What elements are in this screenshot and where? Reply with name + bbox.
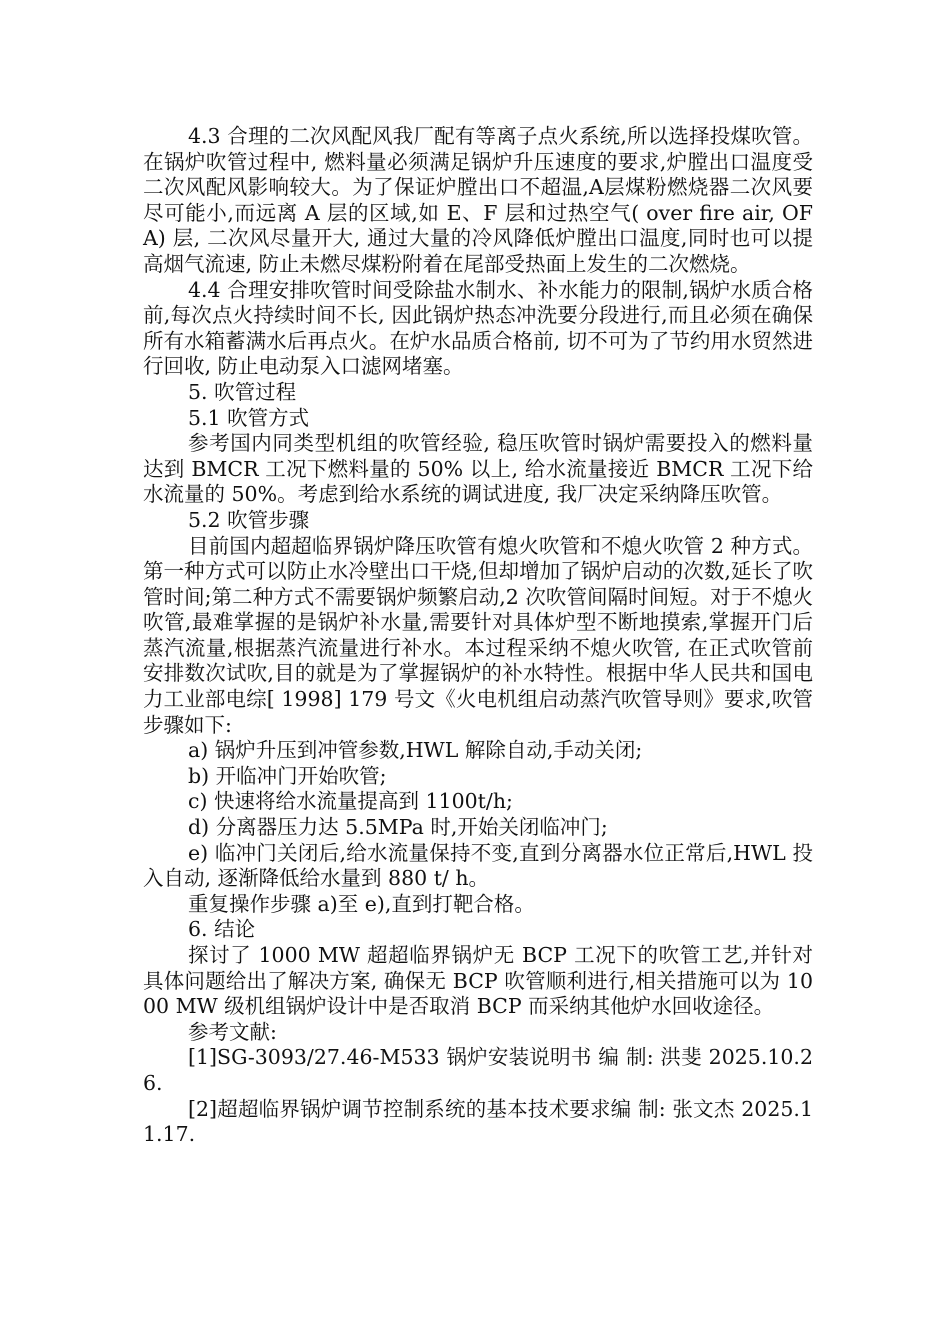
reference-1: [1]SG-3093/27.46-M533 锅炉安装说明书 编 制: 洪斐 2025.10.26. [143, 1045, 813, 1095]
step-d: d) 分离器压力达 5.5MPa 时,开始关闭临冲门; [188, 815, 608, 840]
step-c: c) 快速将给水流量提高到 1100t/h; [188, 789, 513, 814]
conclusion-body: 探讨了 1000 MW 超超临界锅炉无 BCP 工况下的吹管工艺,并针对具体问题给出了解决方案, 确保无 BCP 吹管顺利进行,相关措施可以为 1000 MW 级机组锅炉设计中是否取消 BCP 而采纳其他炉水回收途径。 [143, 943, 813, 1019]
section-heading-5: 5. 吹管过程 [188, 379, 297, 404]
step-a: a) 锅炉升压到冲管参数,HWL 解除自动,手动关闭; [188, 738, 643, 763]
step-e: e) 临冲门关闭后,给水流量保持不变,直到分离器水位正常后,HWL 投入自动, 逐渐降低给水量到 880 t/ h。 [143, 840, 813, 891]
section-heading-6: 6. 结论 [188, 917, 256, 942]
reference-2: [2]超超临界锅炉调节控制系统的基本技术要求编 制: 张文杰 2025.11.17. [143, 1096, 813, 1147]
subsection-heading-5-2: 5.2 吹管步骤 [188, 507, 310, 532]
repeat-steps-note: 重复操作步骤 a)至 e),直到打靶合格。 [188, 891, 535, 916]
step-b: b) 开临冲门开始吹管; [188, 763, 387, 788]
document-body [143, 124, 813, 1148]
paragraph-4-3: 4.3 合理的二次风配风我厂配有等离子点火系统,所以选择投煤吹管。在锅炉吹管过程中, 燃料量必须满足锅炉升压速度的要求,炉膛出口温度受二次风配风影响较大。为了保证炉膛出口不超温,A层煤粉燃烧器二次风要尽可能小,而远离 A 层的区域,如 E、F 层和过热空气( over fire air, OFA) 层, 二次风尽量开大, 通过大量的冷风降低炉膛出口温度,同时也可以提高烟气流速, 防止未燃尽煤粉附着在尾部受热面上发生的二次燃烧。 [143, 124, 813, 276]
paragraph-5-2-body: 目前国内超超临界锅炉降压吹管有熄火吹管和不熄火吹管 2 种方式。第一种方式可以防止水冷壁出口干烧,但却增加了锅炉启动的次数,延长了吹管时间;第二种方式不需要锅炉频繁启动,2 次吹管间隔时间短。对于不熄火吹管,最难掌握的是锅炉补水量,需要针对具体炉型不断地摸索,掌握开门后蒸汽流量,根据蒸汽流量进行补水。本过程采纳不熄火吹管, 在正式吹管前安排数次试吹,目的就是为了掌握锅炉的补水特性。根据中华人民共和国电力工业部电综[ 1998] 179 号文《火电机组启动蒸汽吹管导则》要求,吹管步骤如下: [143, 533, 813, 737]
paragraph-5-1-body: 参考国内同类型机组的吹管经验, 稳压吹管时锅炉需要投入的燃料量达到 BMCR 工况下燃料量的 50% 以上, 给水流量接近 BMCR 工况下给水流量的 50%。考虑到给水系统的调试进度, 我厂决定采纳降压吹管。 [143, 431, 813, 507]
subsection-heading-5-1: 5.1 吹管方式 [188, 405, 310, 430]
paragraph-4-4: 4.4 合理安排吹管时间受除盐水制水、补水能力的限制,锅炉水质合格前,每次点火持续时间不长, 因此锅炉热态冲洗要分段进行,而且必须在确保所有水箱蓄满水后再点火。在炉水品质合格前, 切不可为了节约用水贸然进行回收, 防止电动泵入口滤网堵塞。 [143, 277, 813, 379]
references-heading: 参考文献: [188, 1019, 277, 1044]
